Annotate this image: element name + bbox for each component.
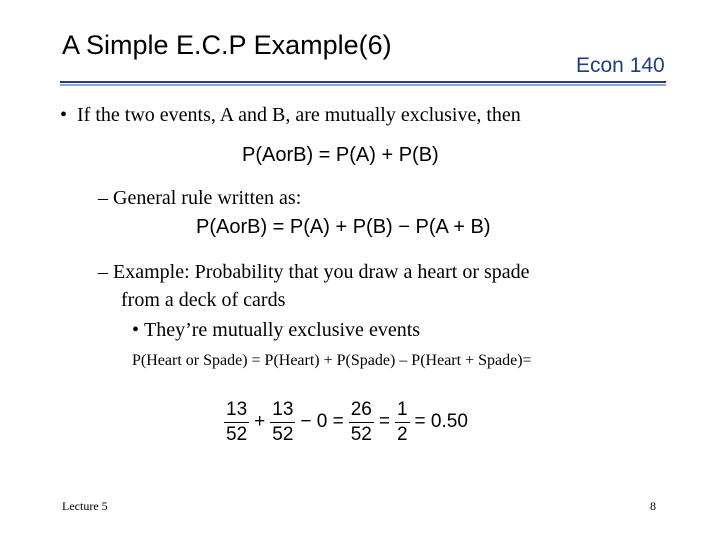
page-number: 8: [650, 499, 656, 513]
formula-general-rule: P(AorB) = P(A) + P(B) − P(A + B): [196, 216, 491, 238]
formula-mutually-exclusive: P(AorB) = P(A) + P(B): [242, 144, 439, 166]
subbullet-text: They’re mutually exclusive events: [144, 319, 421, 341]
dash-general-rule: [98, 187, 301, 210]
dash-text: General rule written as:: [113, 187, 302, 209]
subbullet-exclusive-events: [132, 319, 420, 342]
numerator: 26: [349, 398, 374, 423]
bullet-dot-icon: •: [60, 104, 68, 126]
numerator: 1: [395, 398, 410, 423]
denominator: 2: [396, 423, 408, 445]
bullet-dot-icon: •: [132, 319, 140, 341]
footer-lecture: Lecture 5: [62, 499, 108, 513]
numerator: 13: [224, 398, 249, 423]
dash-text-continued: from a deck of cards: [121, 289, 286, 311]
operator-equals: =: [378, 411, 390, 432]
bullet-mutually-exclusive: [60, 104, 521, 127]
denominator: 52: [226, 423, 248, 445]
numerator: 13: [270, 398, 295, 423]
dash-example: [98, 258, 530, 314]
calculation-line: P(Heart or Spade) = P(Heart) + P(Spade) – P(Heart + Spade)=: [132, 352, 532, 369]
header-rule: [60, 81, 666, 83]
result-value: = 0.50: [414, 411, 468, 432]
fraction-26-52: [349, 398, 374, 447]
course-label: Econ 140: [576, 54, 665, 77]
denominator: 52: [350, 423, 372, 445]
operator-plus: +: [254, 411, 266, 432]
header-rule-shadow: [60, 84, 666, 86]
operator-minus-zero: − 0 =: [300, 411, 344, 432]
dash-icon: –: [98, 187, 108, 209]
dash-text: Example: Probability that you draw a heart or spade: [113, 261, 530, 283]
fraction-calculation: [222, 394, 471, 450]
fraction-13-52-a: [224, 398, 249, 447]
bullet-text: If the two events, A and B, are mutually exclusive, then: [77, 104, 521, 126]
slide-title: A Simple E.C.P Example(6): [62, 30, 392, 60]
fraction-1-2: [395, 398, 410, 447]
fraction-13-52-b: [270, 398, 295, 447]
dash-icon: –: [98, 261, 108, 283]
denominator: 52: [272, 423, 294, 445]
